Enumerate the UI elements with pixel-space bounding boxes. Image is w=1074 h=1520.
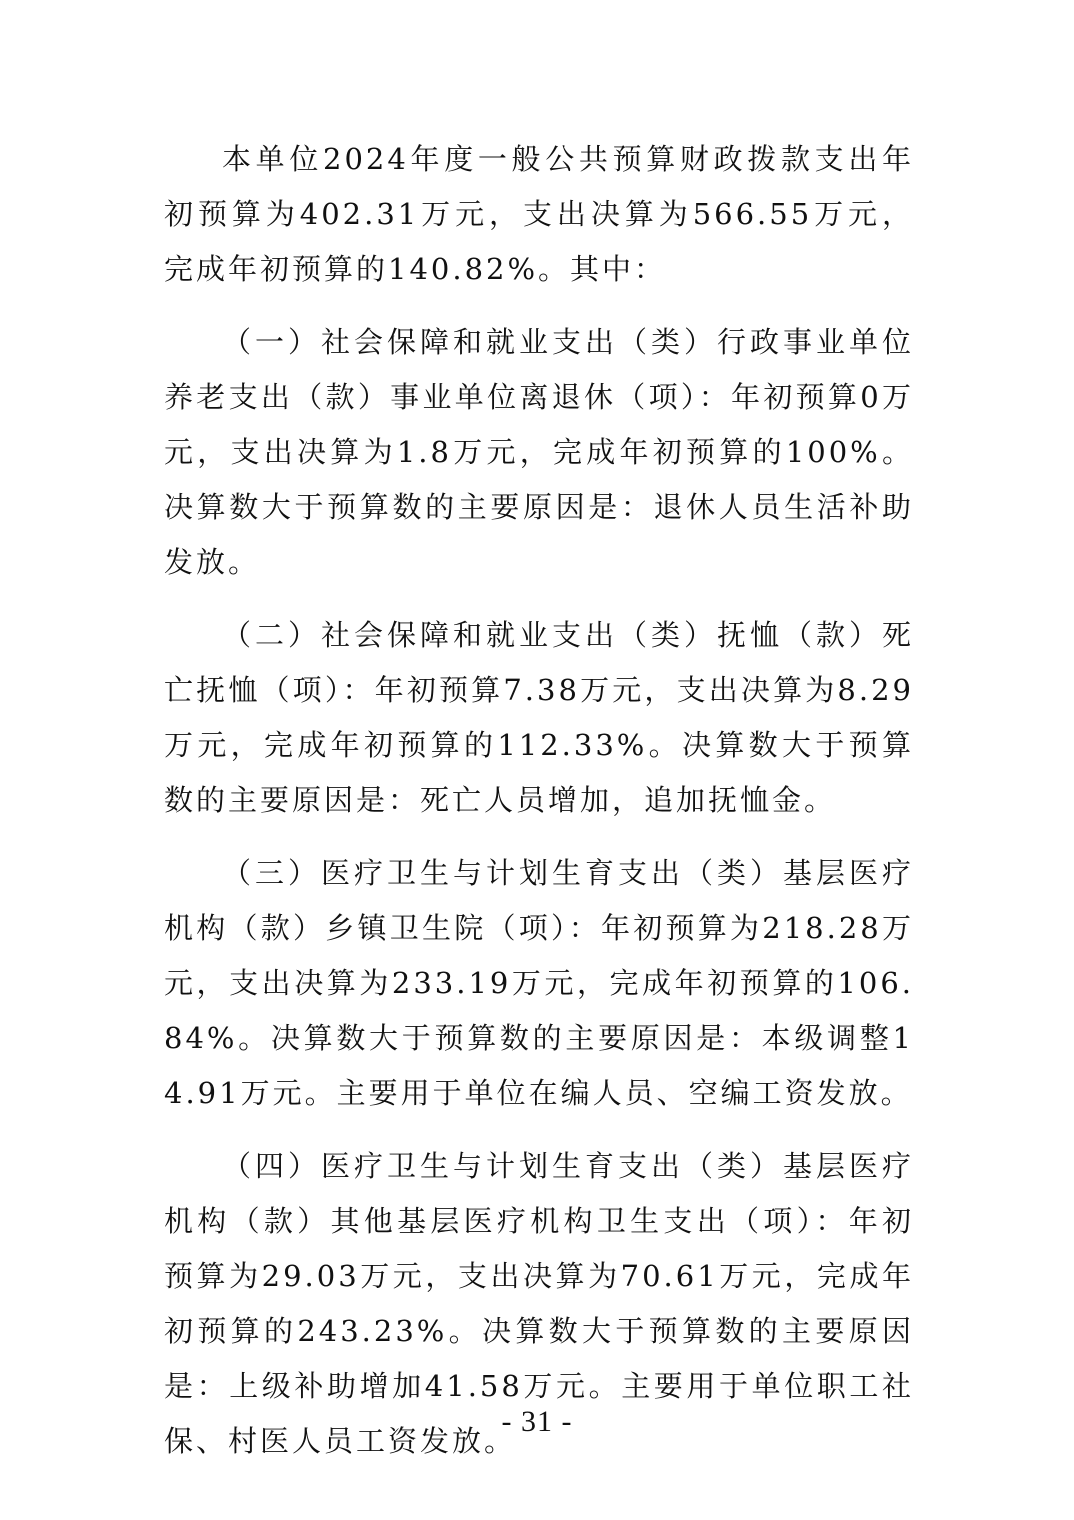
paragraph-item-1: （一）社会保障和就业支出（类）行政事业单位养老支出（款）事业单位离退休（项）：年初预算0万元，支出决算为1.8万元，完成年初预算的100%。决算数大于预算数的主要原因是：退休人员生活补助发放。 bbox=[164, 325, 914, 579]
paragraph-summary: 本单位2024年度一般公共预算财政拨款支出年初预算为402.31万元，支出决算为566.55万元，完成年初预算的140.82%。其中： bbox=[164, 142, 914, 286]
paragraph-item-2: （二）社会保障和就业支出（类）抚恤（款）死亡抚恤（项）：年初预算7.38万元，支出决算为8.29万元，完成年初预算的112.33%。决算数大于预算数的主要原因是：死亡人员增加，追加抚恤金。 bbox=[164, 618, 914, 817]
document-body bbox=[164, 132, 914, 1487]
paragraph-item-3: （三）医疗卫生与计划生育支出（类）基层医疗机构（款）乡镇卫生院（项）：年初预算为218.28万元，支出决算为233.19万元，完成年初预算的106.84%。决算数大于预算数的主要原因是：本级调整14.91万元。主要用于单位在编人员、空编工资发放。 bbox=[164, 856, 914, 1110]
paragraph-item-4: （四）医疗卫生与计划生育支出（类）基层医疗机构（款）其他基层医疗机构卫生支出（项）：年初预算为29.03万元，支出决算为70.61万元，完成年初预算的243.23%。决算数大于预算数的主要原因是：上级补助增加41.58万元。主要用于单位职工社保、村医人员工资发放。 bbox=[164, 1149, 914, 1458]
page-number: - 31 - bbox=[501, 1405, 573, 1438]
